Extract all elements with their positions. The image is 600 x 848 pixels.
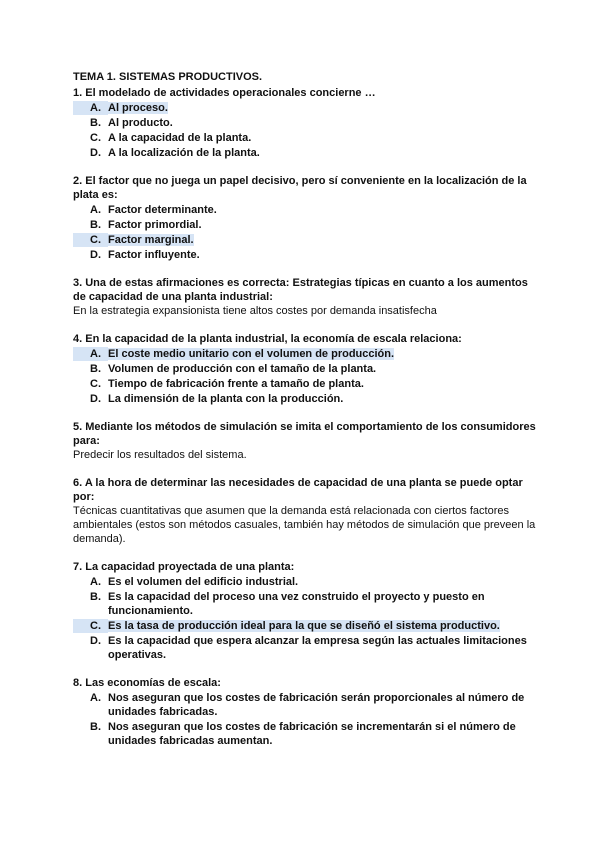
question-text: 8. Las economías de escala: [73, 677, 221, 689]
option-b: B. Volumen de producción con el tamaño de la planta. [90, 363, 377, 375]
option-d: D. A la localización de la planta. [90, 147, 260, 159]
question-1 [73, 86, 543, 160]
option-c: C. Factor marginal. [73, 233, 543, 247]
question-5 [73, 420, 543, 462]
question-2 [73, 174, 543, 262]
options-list [73, 101, 543, 160]
option-a: A. Factor determinante. [90, 204, 217, 216]
question-text: 1. El modelado de actividades operacionales concierne … [73, 87, 376, 99]
answer-text: En la estrategia expansionista tiene altos costes por demanda insatisfecha [73, 305, 437, 317]
page-title: TEMA 1. SISTEMAS PRODUCTIVOS. [73, 71, 263, 83]
question-text: 3. Una de estas afirmaciones es correcta: Estrategias típicas en cuanto a los aumentos de capacidad de una planta industrial: [73, 277, 528, 303]
question-text: 5. Mediante los métodos de simulación se imita el comportamiento de los consumidores para: [73, 421, 536, 447]
question-4 [73, 332, 543, 406]
question-text: 6. A la hora de determinar las necesidades de capacidad de una planta se puede optar por: [73, 477, 523, 503]
options-list [73, 347, 543, 406]
option-c: C. Es la tasa de producción ideal para la que se diseñó el sistema productivo. [73, 619, 543, 633]
options-list [73, 575, 543, 662]
option-a: A. El coste medio unitario con el volumen de producción. [73, 347, 543, 361]
question-3 [73, 276, 543, 318]
option-a: A. Nos aseguran que los costes de fabricación serán proporcionales al número de unidades fabricadas. [90, 692, 525, 718]
document-content [73, 70, 543, 748]
question-6 [73, 476, 543, 546]
highlighted-answer: Factor marginal. [108, 234, 194, 246]
question-8 [73, 676, 543, 748]
question-7 [73, 560, 543, 662]
option-d: D. Factor influyente. [90, 249, 200, 261]
highlighted-answer: El coste medio unitario con el volumen de producción. [108, 348, 395, 360]
option-b: B. Al producto. [90, 117, 173, 129]
option-d: D. Es la capacidad que espera alcanzar la empresa según las actuales limitaciones operativas. [90, 635, 527, 661]
highlighted-answer: Al proceso. [108, 102, 168, 114]
question-text: 7. La capacidad proyectada de una planta: [73, 561, 295, 573]
options-list [73, 203, 543, 262]
option-d: D. La dimensión de la planta con la producción. [90, 393, 344, 405]
options-list [73, 691, 543, 748]
question-text: 2. El factor que no juega un papel decisivo, pero sí conveniente en la localización de la plata es: [73, 175, 527, 201]
option-a: A. Al proceso. [73, 101, 543, 115]
question-text: 4. En la capacidad de la planta industrial, la economía de escala relaciona: [73, 333, 462, 345]
option-a: A. Es el volumen del edificio industrial. [90, 576, 299, 588]
highlighted-answer: Es la tasa de producción ideal para la que se diseñó el sistema productivo. [108, 620, 500, 632]
option-c: C. A la capacidad de la planta. [90, 132, 252, 144]
option-b: B. Es la capacidad del proceso una vez construido el proyecto y puesto en funcionamiento. [90, 591, 485, 617]
option-c: C. Tiempo de fabricación frente a tamaño de planta. [90, 378, 364, 390]
answer-text: Técnicas cuantitativas que asumen que la demanda está relacionada con ciertos factores ambientales (estos son métodos casuales, también hay métodos de simulación que preveen la demanda). [73, 505, 536, 545]
option-b: B. Nos aseguran que los costes de fabricación se incrementarán si el número de unidades fabricadas aumentan. [90, 721, 516, 747]
option-b: B. Factor primordial. [90, 219, 202, 231]
answer-text: Predecir los resultados del sistema. [73, 449, 247, 461]
